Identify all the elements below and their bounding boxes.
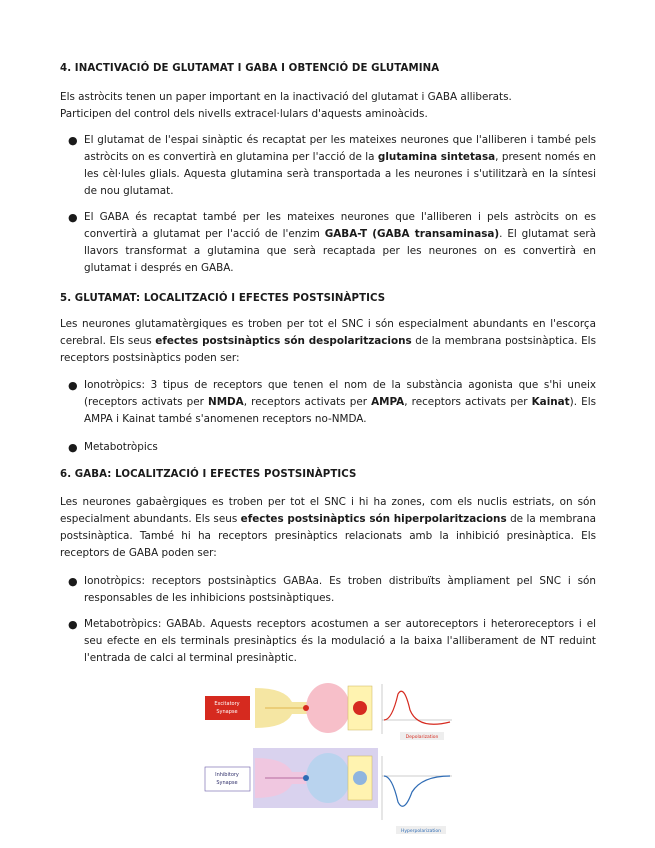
bold-term-nmda: NMDA	[208, 396, 244, 408]
section-5-paragraph	[60, 316, 596, 367]
paragraph-text: de la membrana postsinàptica. Els receptors postsinàptics poden ser:	[60, 335, 596, 364]
bullet-text: , present només en les cèl·lules glials. Aquesta glutamina serà transportada a les neurones i s'utilitzarà en la síntesi de nou glutamat.	[84, 151, 597, 197]
section-6-heading: 6. GABA: LOCALITZACIÓ I EFECTES POSTSINÀPTICS	[60, 469, 357, 480]
bullet-text: , receptors activats per	[243, 396, 372, 408]
bold-term-ampa: AMPA	[371, 396, 405, 408]
bullet-text: El glutamat de l'espai sinàptic és recaptat per les mateixes neurones que l'alliberen i també pels astròcits on es convertirà en glutamina per l'acció de la	[84, 134, 596, 163]
section-6-bullet-metabotropics	[68, 616, 596, 667]
inhibitory-synapse-diagram	[205, 748, 452, 834]
section-4-heading: 4. INACTIVACIÓ DE GLUTAMAT I GABA I OBTENCIÓ DE GLUTAMINA	[60, 63, 440, 74]
bullet-dot: ●	[68, 575, 78, 588]
bullet-text: El GABA és recaptat també per les mateixes neurones que l'alliberen i pels astròcits on es convertirà a glutamat per l'acció de l'enzim	[84, 211, 596, 240]
section-4-intro-line-1: Els astròcits tenen un paper important en la inactivació del glutamat i GABA alliberats.	[60, 91, 512, 103]
section-4-intro-line-2: Participen del control dels nivells extracel·lulars d'aquests aminoàcids.	[60, 108, 428, 120]
section-5-bullet-ionotropics	[68, 377, 596, 428]
bullet-text: Metabotròpics: GABAb. Aquests receptors acostumen a ser autoreceptors i heteroreceptors i el seu efecte en els terminals presinàptics és la modulació a la baixa l'alliberament de NT reduint l'entrada de calci al terminal presinàptic.	[84, 618, 596, 664]
depolarization-trace	[384, 691, 450, 724]
section-5-heading: 5. GLUTAMAT: LOCALITZACIÓ I EFECTES POSTSINÀPTICS	[60, 293, 386, 304]
excitatory-synapse-diagram	[205, 683, 452, 740]
bullet-text: Ionotròpics: 3 tipus de receptors que tenen el nom de la substància agonista que s'hi uneix (receptors activats per	[84, 379, 596, 408]
section-6-bullet-ionotropics	[68, 573, 596, 607]
bullet-dot: ●	[68, 211, 78, 224]
depolarization-caption: Depolarization	[405, 735, 439, 740]
excitatory-label-line-2: Synapse	[216, 709, 238, 715]
bullet-text: ). Els AMPA i Kainat també s'anomenen receptors no-NMDA.	[84, 396, 596, 425]
hyperpolarization-caption: Hyperpolarization	[401, 829, 441, 834]
bullet-dot: ●	[68, 618, 78, 631]
inhibitory-postsynaptic-neuron	[306, 753, 350, 803]
section-6-paragraph	[60, 494, 596, 562]
bullet-dot: ●	[68, 379, 78, 392]
excitatory-label-box	[205, 696, 250, 720]
inhibitory-label-box	[205, 767, 250, 791]
bullet-dot: ●	[68, 134, 78, 147]
bullet-text: . El glutamat serà llavors transformat a glutamina que serà recaptada per les neurones on es convertirà en glutamat i després en GABA.	[84, 228, 597, 274]
bullet-text: Metabotròpics	[84, 441, 158, 453]
paragraph-text: Les neurones glutamatèrgiques es troben per tot el SNC i són especialment abundants en l'escorça cerebral. Els seus	[60, 318, 596, 347]
inhibitory-receptor-icon	[353, 771, 367, 785]
bullet-dot: ●	[68, 441, 78, 454]
bold-term-gaba-t: GABA-T (GABA transaminasa)	[324, 228, 500, 240]
bullet-text: , receptors activats per	[404, 396, 532, 408]
bullet-text: Ionotròpics: receptors postsinàptics GABAa. Es troben distribuïts àmpliament pel SNC i són responsables de les inhibicions postsinàptiques.	[84, 575, 596, 604]
inhibitory-label-line-1: Inhibitory	[215, 772, 239, 778]
bold-term-hiperpolaritzacions: efectes postsinàptics són hiperpolaritzacions	[240, 513, 507, 525]
inhibitory-label-line-2: Synapse	[216, 780, 238, 786]
section-4-bullet-glutamat	[68, 132, 597, 200]
excitatory-postsynaptic-neuron	[306, 683, 350, 733]
excitatory-label-line-1: Excitatory	[214, 701, 240, 707]
hyperpolarization-trace	[384, 776, 450, 806]
bold-term-kainat: Kainat	[531, 396, 570, 408]
section-4-intro	[60, 89, 596, 123]
paragraph-text: de la membrana postsinàptica. També hi ha receptors presinàptics relacionats amb la inhibició presinàptica. Els receptors de GABA poden ser:	[60, 513, 596, 559]
excitatory-receptor-icon	[353, 701, 367, 715]
section-5-bullet-metabotropics	[68, 439, 596, 456]
synapse-figure	[200, 680, 455, 840]
section-4-bullet-gaba	[68, 209, 597, 277]
bold-term-despolaritzacions: efectes postsinàptics són despolaritzacions	[155, 335, 412, 347]
bold-term-glutamina-sintetasa: glutamina sintetasa	[377, 151, 496, 163]
paragraph-text: Les neurones gabaèrgiques es troben per tot el SNC i hi ha zones, com els nuclis estriats, on són especialment abundants. Els seus	[60, 496, 596, 525]
